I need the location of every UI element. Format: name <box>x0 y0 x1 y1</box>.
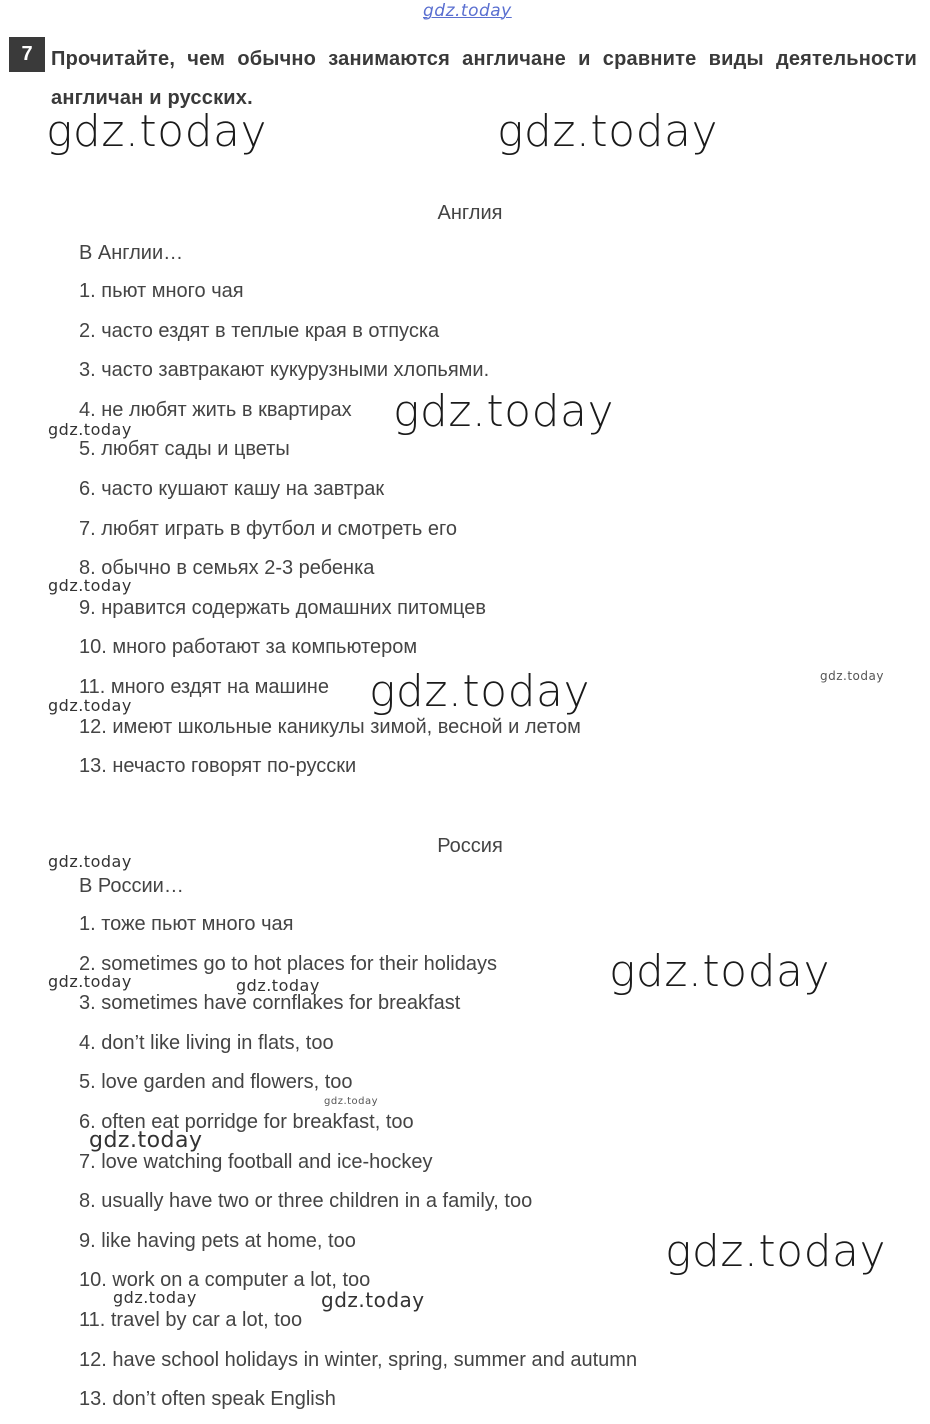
russia-item-11: 11. travel by car a lot, too <box>79 1308 303 1331</box>
watermark: gdz.today <box>48 420 132 439</box>
russia-item-2: 2. sometimes go to hot places for their holidays <box>79 952 497 975</box>
england-item-4: 4. не любят жить в квартирах <box>79 398 352 421</box>
england-item-9: 9. нравится содержать домашних питомцев <box>79 596 486 619</box>
watermark: gdz.today <box>113 1288 197 1307</box>
russia-section-title: Россия <box>437 835 503 857</box>
russia-item-12: 12. have school holidays in winter, spring, summer and autumn <box>79 1348 638 1371</box>
england-item-6: 6. часто кушают кашу на завтрак <box>79 477 385 500</box>
russia-item-10: 10. work on a computer a lot, too <box>79 1269 371 1292</box>
england-intro: В Англии… <box>79 242 184 264</box>
england-section-title: Англия <box>437 202 503 224</box>
russia-intro: В России… <box>79 875 184 897</box>
england-item-1: 1. пьют много чая <box>79 280 244 302</box>
russia-item-13: 13. don’t often speak English <box>79 1388 336 1411</box>
exercise-number-badge: 7 <box>9 37 45 72</box>
watermark: gdz.today <box>324 1096 379 1107</box>
russia-item-7: 7. love watching football and ice-hockey <box>79 1150 433 1173</box>
exercise-instruction: Прочитайте, чем обычно занимаются англичане и сравните виды деятельности англичан и русских. <box>51 48 917 109</box>
watermark: gdz.today <box>48 576 132 595</box>
watermark: gdz.today <box>48 852 132 871</box>
england-item-10: 10. много работают за компьютером <box>79 636 418 659</box>
russia-item-8: 8. usually have two or three children in a family, too <box>79 1190 533 1213</box>
russia-item-4: 4. don’t like living in flats, too <box>79 1031 334 1054</box>
england-item-7: 7. любят играть в футбол и смотреть его <box>79 517 457 540</box>
england-item-11: 11. много ездят на машине <box>79 675 329 698</box>
watermark: gdz.today <box>48 972 132 991</box>
russia-item-6: 6. often eat porridge for breakfast, too <box>79 1110 414 1133</box>
russia-item-1: 1. тоже пьют много чая <box>79 913 294 935</box>
russia-list <box>79 905 637 1420</box>
watermark: gdz.today <box>369 666 591 717</box>
watermark: gdz.today <box>321 1288 425 1312</box>
watermark: gdz.today <box>89 1128 203 1153</box>
england-item-3: 3. часто завтракают кукурузными хлопьями. <box>79 359 490 382</box>
russia-item-9: 9. like having pets at home, too <box>79 1229 356 1252</box>
watermark: gdz.today <box>46 106 268 157</box>
watermark: gdz.today <box>609 946 831 997</box>
england-item-8: 8. обычно в семьях 2-3 ребенка <box>79 557 375 580</box>
england-item-5: 5. любят сады и цветы <box>79 438 290 461</box>
watermark: gdz.today <box>236 976 320 995</box>
top-watermark-link[interactable]: gdz.today <box>423 1 512 21</box>
watermark: gdz.today <box>48 696 132 715</box>
watermark: gdz.today <box>393 386 615 437</box>
russia-item-5: 5. love garden and flowers, too <box>79 1071 353 1094</box>
england-item-2: 2. часто ездят в теплые края в отпуска <box>79 319 440 342</box>
watermark: gdz.today <box>820 669 884 683</box>
watermark: gdz.today <box>665 1226 887 1277</box>
russia-item-3: 3. sometimes have cornflakes for breakfast <box>79 992 461 1015</box>
watermark: gdz.today <box>497 106 719 157</box>
england-item-12: 12. имеют школьные каникулы зимой, весной и летом <box>79 715 581 738</box>
england-item-13: 13. нечасто говорят по-русски <box>79 755 357 778</box>
